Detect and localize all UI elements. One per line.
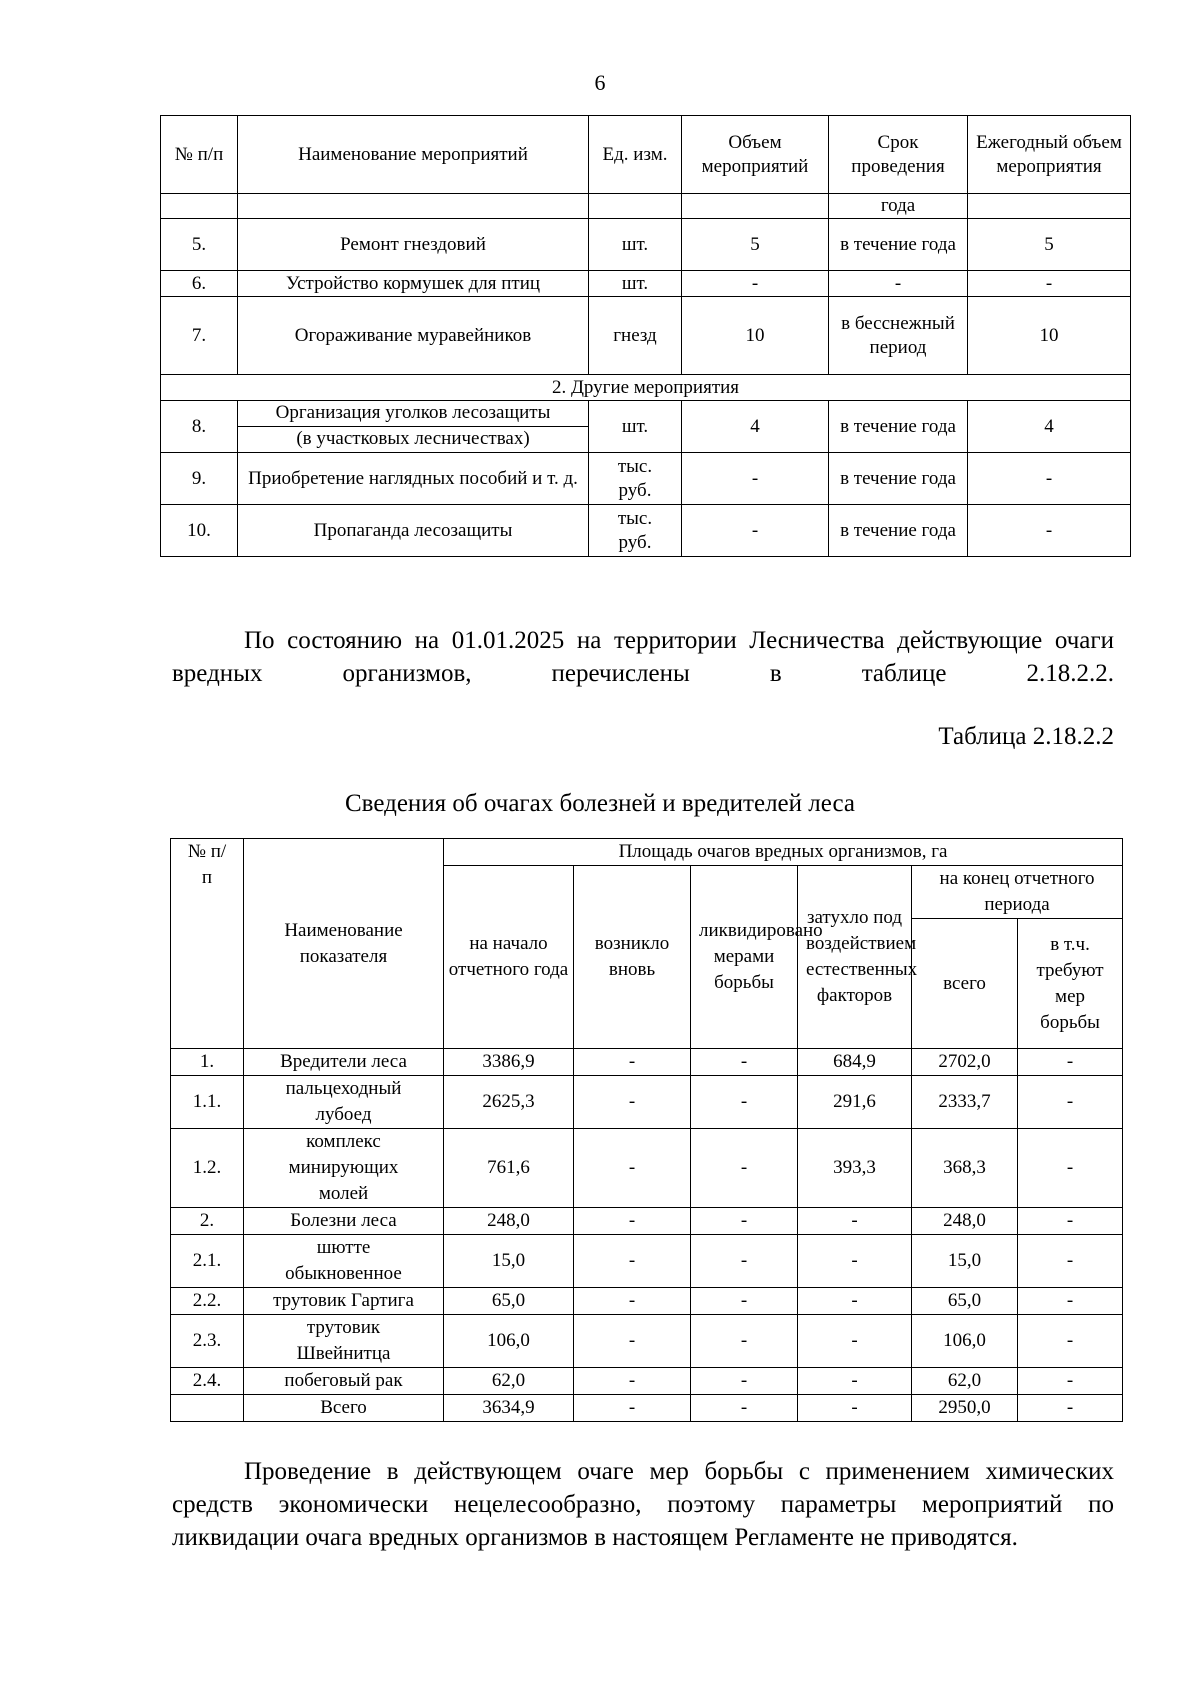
cell-natural: - <box>798 1368 912 1395</box>
cell-liquidated: - <box>691 1368 798 1395</box>
cell-end-control: - <box>1018 1368 1123 1395</box>
cell-num: 5. <box>161 219 238 271</box>
paragraph-1: По состоянию на 01.01.2025 на территории Лесничества действующие очаги вредных организмов, перечислены в таблице 2.18.2.2. <box>172 627 1114 687</box>
cell-end-total: 15,0 <box>912 1235 1018 1288</box>
cell-end-control: - <box>1018 1076 1123 1129</box>
cell-unit: шт. <box>589 271 682 297</box>
table-row <box>171 1288 1123 1315</box>
cell-num: 9. <box>161 453 238 505</box>
cell-num: 1. <box>171 1049 244 1076</box>
table-row <box>161 401 1131 453</box>
page-number: 6 <box>594 70 606 95</box>
table-row <box>171 1235 1123 1288</box>
cell-annual: - <box>968 271 1131 297</box>
header-volume: Объем мероприятий <box>682 116 829 194</box>
measures-table <box>160 115 1131 557</box>
cell-end-control: - <box>1018 1235 1123 1288</box>
table-row-total <box>171 1395 1123 1422</box>
cell-new: - <box>574 1315 691 1368</box>
cell-liquidated: - <box>691 1049 798 1076</box>
header-num: № п/п <box>171 839 244 1049</box>
cell-annual: - <box>968 453 1131 505</box>
cell-natural: - <box>798 1395 912 1422</box>
cell-name: Приобретение наглядных пособий и т. д. <box>238 453 589 505</box>
cell-end-control: - <box>1018 1049 1123 1076</box>
cell-name-line-1: Организация уголков лесозащиты <box>238 401 588 427</box>
header-liquidated: ликвидировано мерами борьбы <box>691 866 798 1049</box>
cell-end-control: - <box>1018 1395 1123 1422</box>
cell-start: 3386,9 <box>444 1049 574 1076</box>
cell-end-total: 368,3 <box>912 1129 1018 1208</box>
header-num: № п/п <box>161 116 238 194</box>
cell-volume: - <box>682 271 829 297</box>
cell-end-total: 65,0 <box>912 1288 1018 1315</box>
cell-name-line-2: (в участковых лесничествах) <box>296 428 530 449</box>
header-unit: Ед. изм. <box>589 116 682 194</box>
cell-name: Болезни леса <box>244 1208 444 1235</box>
cell-new: - <box>574 1368 691 1395</box>
cell-start: 106,0 <box>444 1315 574 1368</box>
header-period: Срок проведения <box>829 116 968 194</box>
paragraph-2: Проведение в действующем очаге мер борьбы с применением химических средств экономически нецелесообразно, поэтому параметры мероприятий по ликвидации очага вредных организмов в настоящем Регламенте не приводятся. <box>172 1458 1114 1551</box>
table-row <box>171 1129 1123 1208</box>
cell-end-control: - <box>1018 1208 1123 1235</box>
cell-num: 10. <box>161 505 238 557</box>
cell-unit: тыс. руб. <box>589 453 682 505</box>
cell-period: в течение года <box>829 401 968 453</box>
cell-name: пальцеходный лубоед <box>244 1076 444 1129</box>
cell-natural: 684,9 <box>798 1049 912 1076</box>
cell-new: - <box>574 1049 691 1076</box>
cell-annual: 4 <box>968 401 1131 453</box>
cell-natural: - <box>798 1235 912 1288</box>
cell-volume: 4 <box>682 401 829 453</box>
cell-start: 62,0 <box>444 1368 574 1395</box>
cell-end-total: 2950,0 <box>912 1395 1018 1422</box>
cell-name: побеговый рак <box>244 1368 444 1395</box>
cell-num: 2.2. <box>171 1288 244 1315</box>
cell-unit: шт. <box>589 401 682 453</box>
cell-end-total: 62,0 <box>912 1368 1018 1395</box>
cell-new: - <box>574 1208 691 1235</box>
cell-period: в бесснежный период <box>829 297 968 375</box>
cell-name: Ремонт гнездовий <box>238 219 589 271</box>
cell-name <box>238 401 589 453</box>
table-row <box>161 505 1131 557</box>
cell-volume: - <box>682 505 829 557</box>
cell-num: 1.2. <box>171 1129 244 1208</box>
cell-liquidated: - <box>691 1208 798 1235</box>
cell-num: 2. <box>171 1208 244 1235</box>
cell-natural: - <box>798 1288 912 1315</box>
cell-end-total: 106,0 <box>912 1315 1018 1368</box>
header-start: на начало отчетного года <box>444 866 574 1049</box>
cell-new: - <box>574 1076 691 1129</box>
table-row <box>171 1315 1123 1368</box>
cell-new: - <box>574 1395 691 1422</box>
cell-annual: 10 <box>968 297 1131 375</box>
cell-period: в течение года <box>829 219 968 271</box>
cell-unit: гнезд <box>589 297 682 375</box>
cell-volume: 10 <box>682 297 829 375</box>
cell-num: 2.3. <box>171 1315 244 1368</box>
cell-name: Огораживание муравейников <box>238 297 589 375</box>
cell-liquidated: - <box>691 1076 798 1129</box>
cell-liquidated: - <box>691 1288 798 1315</box>
cell-natural: 291,6 <box>798 1076 912 1129</box>
cell-new: - <box>574 1235 691 1288</box>
cell-num: 6. <box>161 271 238 297</box>
cell-volume: - <box>682 453 829 505</box>
cell-name: Всего <box>244 1395 444 1422</box>
cell-name: шютте обыкновенное <box>244 1235 444 1288</box>
table-row <box>161 194 1131 219</box>
cell-num <box>171 1395 244 1422</box>
cell-num: 7. <box>161 297 238 375</box>
table-row <box>171 1368 1123 1395</box>
table-row <box>171 1208 1123 1235</box>
cell-name: Устройство кормушек для птиц <box>238 271 589 297</box>
table-label: Таблица 2.18.2.2 <box>938 723 1114 750</box>
cell-num: 2.4. <box>171 1368 244 1395</box>
section-title: 2. Другие мероприятия <box>161 375 1131 401</box>
cell-name: Пропаганда лесозащиты <box>238 505 589 557</box>
table-title: Сведения об очагах болезней и вредителей леса <box>345 790 855 817</box>
table-row <box>161 271 1131 297</box>
cell-unit: шт. <box>589 219 682 271</box>
header-annual: Ежегодный объем мероприятия <box>968 116 1131 194</box>
cell-period: - <box>829 271 968 297</box>
cell-start: 2625,3 <box>444 1076 574 1129</box>
cell-liquidated: - <box>691 1129 798 1208</box>
cell-annual: 5 <box>968 219 1131 271</box>
cell-num: 2.1. <box>171 1235 244 1288</box>
cell-start: 248,0 <box>444 1208 574 1235</box>
cell-unit: тыс. руб. <box>589 505 682 557</box>
header-natural: затухло под воздействием естественных факторов <box>798 866 912 1049</box>
header-name: Наименование показателя <box>244 839 444 1049</box>
cell-period: в течение года <box>829 505 968 557</box>
header-area-group: Площадь очагов вредных организмов, га <box>444 839 1123 866</box>
cell-new: - <box>574 1288 691 1315</box>
cell-natural: - <box>798 1208 912 1235</box>
table-row <box>161 297 1131 375</box>
cell-natural: 393,3 <box>798 1129 912 1208</box>
pest-foci-table <box>170 838 1123 1422</box>
cell-end-total: 248,0 <box>912 1208 1018 1235</box>
cell-end-control: - <box>1018 1129 1123 1208</box>
cell-liquidated: - <box>691 1235 798 1288</box>
cell-period: года <box>829 194 968 219</box>
cell-num: 1.1. <box>171 1076 244 1129</box>
cell-name: Вредители леса <box>244 1049 444 1076</box>
cell-start: 761,6 <box>444 1129 574 1208</box>
cell-name: трутовик Швейнитца <box>244 1315 444 1368</box>
cell-end-control: - <box>1018 1288 1123 1315</box>
cell-start: 3634,9 <box>444 1395 574 1422</box>
header-new: возникло вновь <box>574 866 691 1049</box>
cell-name: комплекс минирующих молей <box>244 1129 444 1208</box>
cell-num: 8. <box>161 401 238 453</box>
cell-volume: 5 <box>682 219 829 271</box>
cell-start: 65,0 <box>444 1288 574 1315</box>
cell-period: в течение года <box>829 453 968 505</box>
cell-name: трутовик Гартига <box>244 1288 444 1315</box>
header-end-total: всего <box>912 919 1018 1049</box>
header-end-control: в т.ч. требуют мер борьбы <box>1018 919 1123 1049</box>
cell-start: 15,0 <box>444 1235 574 1288</box>
cell-end-total: 2702,0 <box>912 1049 1018 1076</box>
table-row <box>161 453 1131 505</box>
cell-liquidated: - <box>691 1315 798 1368</box>
header-name: Наименование мероприятий <box>238 116 589 194</box>
section-row <box>161 375 1131 401</box>
cell-natural: - <box>798 1315 912 1368</box>
cell-end-total: 2333,7 <box>912 1076 1018 1129</box>
table-row <box>161 219 1131 271</box>
cell-annual: - <box>968 505 1131 557</box>
table-row <box>171 1076 1123 1129</box>
table-row <box>171 1049 1123 1076</box>
cell-liquidated: - <box>691 1395 798 1422</box>
cell-new: - <box>574 1129 691 1208</box>
cell-end-control: - <box>1018 1315 1123 1368</box>
header-end-group: на конец отчетного периода <box>912 866 1123 919</box>
